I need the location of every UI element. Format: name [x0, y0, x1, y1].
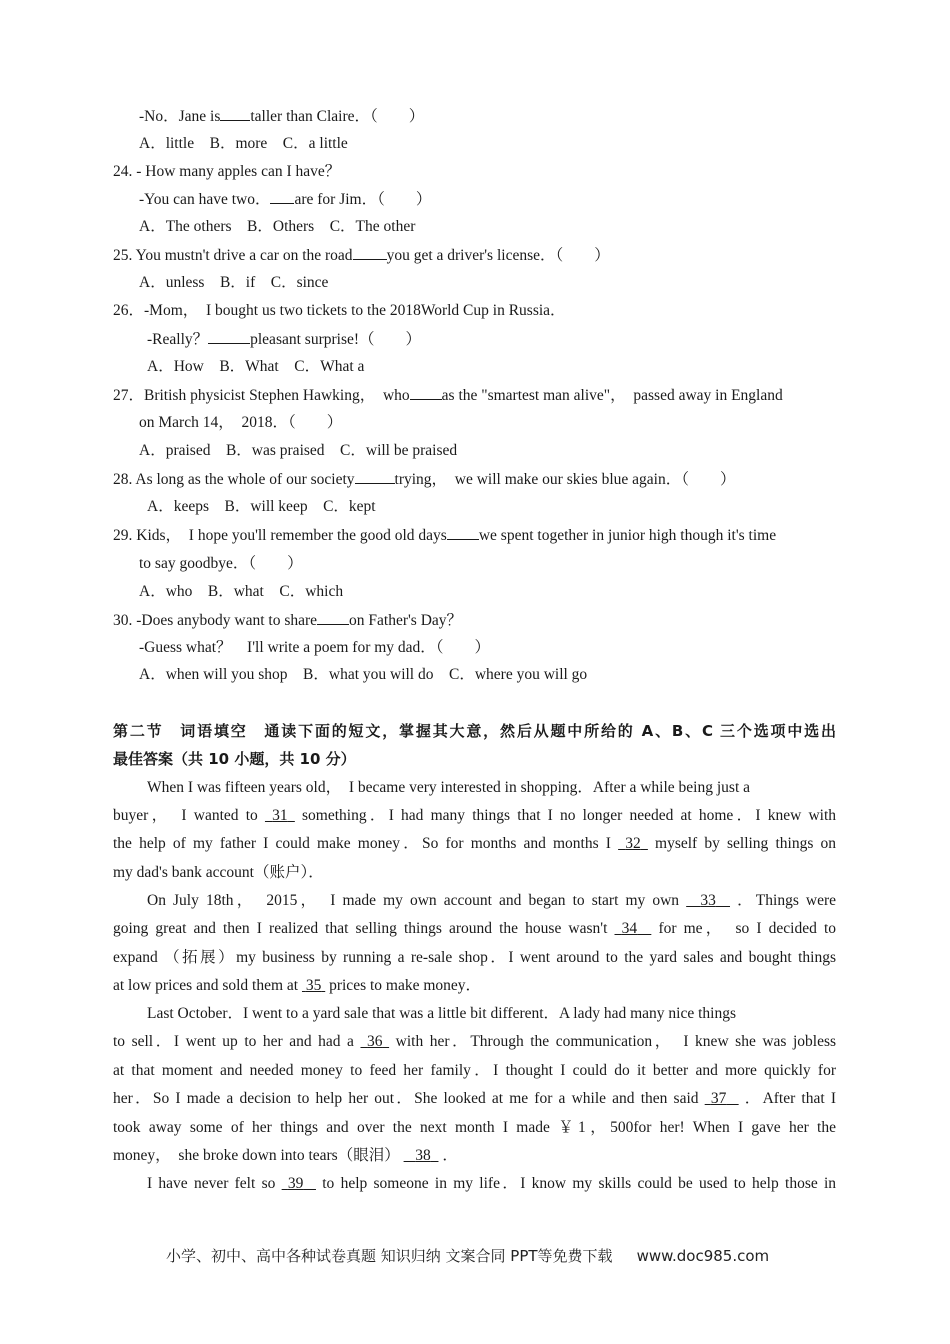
- passage-text: ．Things were: [737, 892, 837, 909]
- passage-line: expand （拓展）my business by running a re-sale shop．I went around to the yard sales and bought things: [113, 949, 836, 966]
- passage-line: [147, 891, 836, 911]
- q26-text-post: pleasant surprise!（ ）: [250, 331, 422, 348]
- passage-line: [113, 834, 836, 854]
- passage-text: the help of my father I could make money．So for months and months I: [113, 835, 611, 852]
- passage-text: buyer， I wanted to: [113, 807, 258, 824]
- passage-text: her．So I made a decision to help her out．She looked at me for a while and then said: [113, 1090, 699, 1107]
- q24-text-post: are for Jim．（ ）: [294, 191, 432, 208]
- q27-text-post: as the "smartest man alive"， passed away in England: [441, 387, 783, 404]
- section-heading: 第二节 词语填空 通读下面的短文，掌握其大意，然后从题中所给的 A、B、C 三个选项中选出: [113, 722, 836, 740]
- passage-text: ．After that I: [744, 1090, 836, 1107]
- q27-blank: [410, 385, 442, 400]
- q30-text-pre: 30. -Does anybody want to share: [113, 612, 318, 629]
- q29-blank: [447, 525, 479, 540]
- blank-31: [265, 807, 295, 824]
- q23-options: A．little B．more C．a little: [139, 135, 348, 152]
- passage-text: with her．Through the communication， I knew she was jobless: [395, 1033, 837, 1050]
- q30-options: A．when will you shop B．what you will do C．where you will go: [139, 666, 588, 683]
- section-heading-cont: 最佳答案（共 10 小题，共 10 分）: [113, 750, 356, 768]
- q29-text-post: we spent together in junior high though it's time: [478, 527, 777, 544]
- q23-text-post: taller than Claire．（ ）: [250, 108, 425, 125]
- passage-line: [147, 1174, 836, 1194]
- q27-text-pre: 27．British physicist Stephen Hawking， who: [113, 387, 410, 404]
- footer-text: 小学、初中、高中各种试卷真题 知识归纳 文案合同 PPT等免费下载: [166, 1247, 613, 1265]
- passage-text: for me， so I decided to: [658, 920, 837, 937]
- passage-line: When I was fifteen years old， I became very interested in shopping．After a while being just a: [147, 779, 751, 796]
- q24-options: A．The others B．Others C．The other: [139, 218, 416, 235]
- q30-question: [113, 610, 462, 631]
- blank-39-number: 39: [287, 1175, 304, 1192]
- passage-line: [113, 1032, 836, 1052]
- blank-33: [686, 892, 730, 909]
- page-footer: [166, 1245, 769, 1266]
- passage-line: [113, 806, 836, 826]
- passage-line: [113, 1146, 458, 1166]
- q25-question: [113, 245, 610, 266]
- passage-line: [113, 976, 481, 996]
- q28-text-post: trying， we will make our skies blue again．（ ）: [394, 471, 736, 488]
- blank-38-number: 38: [415, 1147, 431, 1164]
- passage-text: ．: [442, 1147, 458, 1164]
- passage-text: going great and then I realized that selling things around the house wasn't: [113, 920, 608, 937]
- q29-text-pre: 29. Kids， I hope you'll remember the good old days: [113, 527, 447, 544]
- q25-blank: [353, 245, 387, 260]
- blank-32-number: 32: [625, 835, 641, 852]
- passage-text: On July 18th， 2015， I made my own account and began to start my own: [147, 892, 680, 909]
- blank-31-number: 31: [272, 807, 288, 824]
- q28-text-pre: 28. As long as the whole of our society: [113, 471, 355, 488]
- q24-blank: [270, 189, 294, 204]
- q27-question: [113, 385, 836, 406]
- q30-text-post: on Father's Day？: [349, 612, 463, 629]
- q29-options: A．who B．what C．which: [139, 583, 344, 600]
- passage-line: [113, 1089, 836, 1109]
- q28-question: [113, 469, 735, 490]
- passage-text: something．I had many things that I no longer needed at home．I knew with: [302, 807, 837, 824]
- q25-text-pre: 25. You mustn't drive a car on the road: [113, 247, 353, 264]
- blank-32: [618, 835, 648, 852]
- q26-blank: [208, 329, 250, 344]
- q30-blank: [317, 610, 349, 625]
- blank-34-number: 34: [621, 920, 638, 937]
- q24-question: 24. - How many apples can I have？: [113, 163, 341, 180]
- passage-line: [113, 919, 836, 939]
- passage-text: prices to make money．: [329, 977, 482, 994]
- q27-options: A．praised B．was praised C．will be praised: [139, 442, 458, 459]
- blank-34: [615, 920, 652, 937]
- passage-line: at that moment and needed money to feed her family．I thought I could do it better and more quickly for: [113, 1062, 836, 1079]
- q24-text-pre: -You can have two．: [139, 191, 271, 208]
- blank-35: [302, 977, 325, 994]
- q25-options: A．unless B．if C．since: [139, 274, 329, 291]
- passage-text: to help someone in my life．I know my skills could be used to help those in: [322, 1175, 837, 1192]
- blank-36: [361, 1033, 390, 1050]
- q28-options: A．keeps B．will keep C．kept: [147, 498, 376, 515]
- passage-text: I have never felt so: [147, 1175, 276, 1192]
- blank-37: [705, 1090, 739, 1107]
- blank-37-number: 37: [710, 1090, 727, 1107]
- passage-text: at low prices and sold them at: [113, 977, 299, 994]
- q28-blank: [355, 469, 395, 484]
- q26-dialog-line: [147, 329, 421, 350]
- blank-36-number: 36: [367, 1033, 383, 1050]
- passage-text: myself by selling things on: [655, 835, 836, 852]
- q26-text-pre: -Really？: [147, 331, 209, 348]
- footer-link[interactable]: www.doc985.com: [636, 1247, 770, 1265]
- passage-line: took away some of her things and over the next month I made ￥1，500for her! When I gave her the: [113, 1119, 836, 1136]
- passage-line: Last October．I went to a yard sale that was a little bit different．A lady had many nice things: [147, 1005, 736, 1022]
- q25-text-post: you get a driver's license．（ ）: [386, 247, 610, 264]
- blank-39: [282, 1175, 316, 1192]
- blank-38: [404, 1147, 439, 1164]
- q29-question-cont: to say goodbye．（ ）: [139, 555, 303, 572]
- q23-text-pre: -No．Jane is: [139, 108, 221, 125]
- passage-text: to sell．I went up to her and had a: [113, 1033, 354, 1050]
- passage-line: my dad's bank account（账户）．: [113, 864, 324, 881]
- q26-options: A．How B．What C．What a: [147, 358, 365, 375]
- q30-dialog-line: -Guess what？ I'll write a poem for my dad．（ ）: [139, 639, 491, 656]
- q24-dialog-line: [139, 189, 431, 210]
- blank-35-number: 35: [305, 977, 322, 994]
- blank-33-number: 33: [700, 892, 716, 909]
- q23-dialog-line: [139, 106, 424, 127]
- q27-question-cont: on March 14， 2018．（ ）: [139, 414, 343, 431]
- q23-blank: [220, 106, 250, 121]
- q29-question: [113, 525, 776, 546]
- passage-text: money， she broke down into tears（眼泪）: [113, 1147, 400, 1164]
- q26-question: 26．-Mom， I bought us two tickets to the 2018World Cup in Russia．: [113, 302, 566, 319]
